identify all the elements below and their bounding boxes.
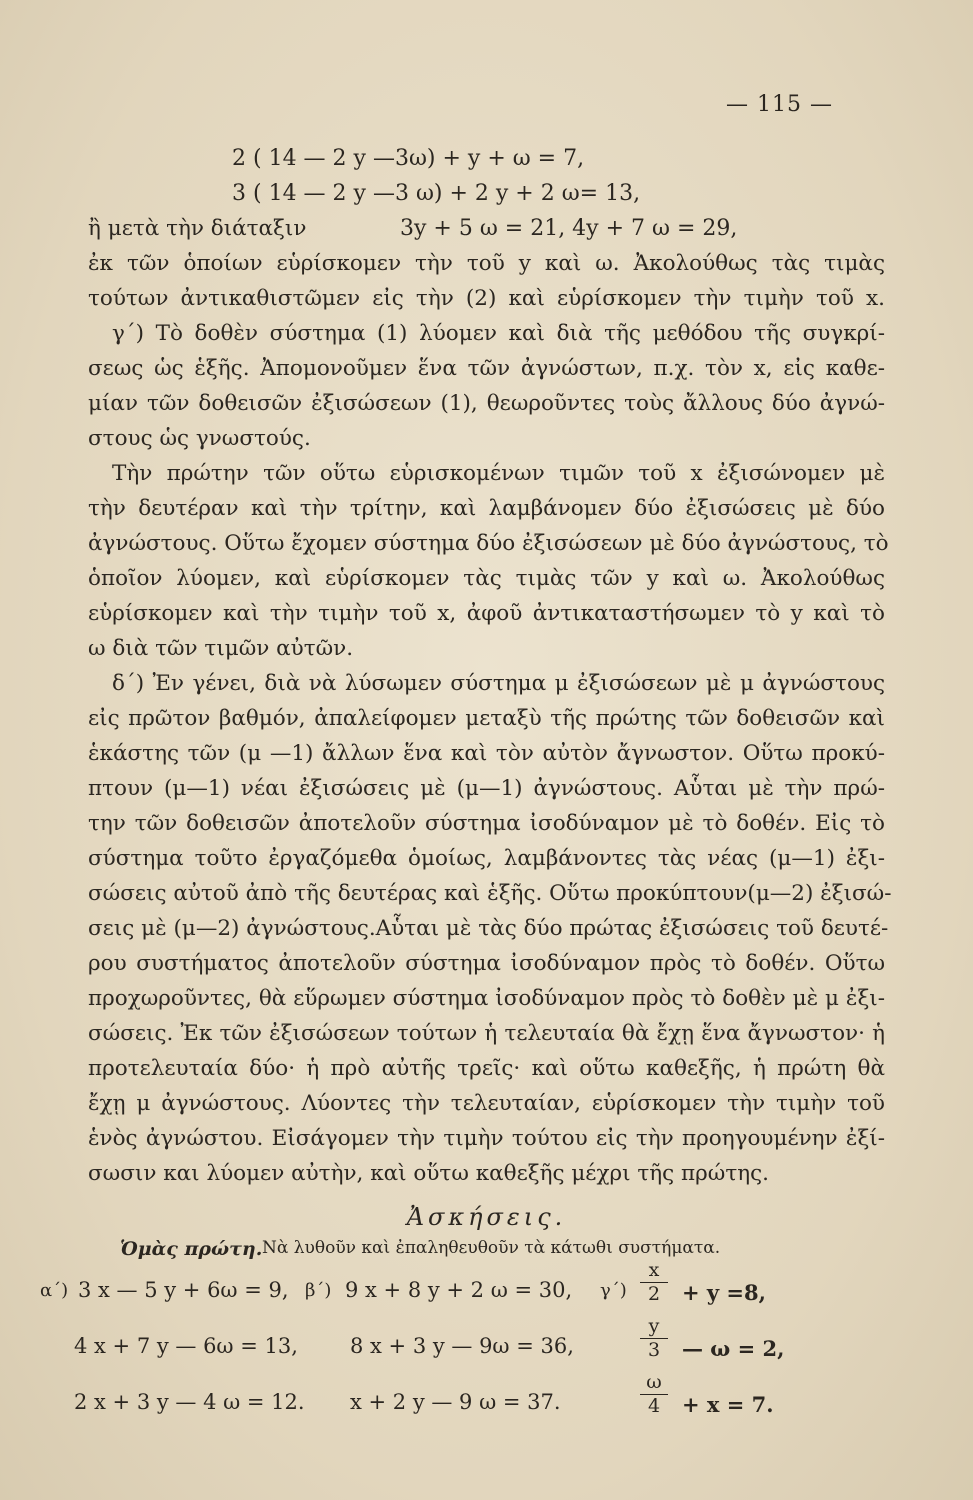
- text-line: ρου συστήματος ἀποτελοῦν σύστημα ἰσοδύναμον πρὸς τὸ δοθέν. Οὕτω: [88, 951, 885, 976]
- exercise-b-eq3: x + 2 y — 9 ω = 37.: [350, 1390, 561, 1414]
- text-line: προτελευταία δύο· ἡ πρὸ αὐτῆς τρεῖς· καὶ οὕτω καθεξῆς, ἡ πρώτη θὰ: [88, 1056, 885, 1081]
- exercise-c-eq1-rest: + y =8,: [682, 1280, 766, 1305]
- text-line: σεως ὡς ἑξῆς. Ἀπομονοῦμεν ἕνα τῶν ἀγνώστων, π.χ. τὸν x, εἰς καθε-: [88, 356, 885, 381]
- text-line: ω διὰ τῶν τιμῶν αὐτῶν.: [88, 636, 354, 661]
- exercise-a-eq3: 2 x + 3 y — 4 ω = 12.: [74, 1390, 305, 1414]
- exercise-c-fraction-3: [640, 1372, 668, 1417]
- text-line: μίαν τῶν δοθεισῶν ἐξισώσεων (1), θεωροῦντες τοὺς ἄλλους δύο ἀγνώ-: [88, 391, 885, 416]
- exercise-instruction: Νὰ λυθοῦν καὶ ἐπαληθευθοῦν τὰ κάτωθι συστήματα.: [262, 1238, 721, 1258]
- text-line: σώσεις αὐτοῦ ἀπὸ τῆς δευτέρας καὶ ἑξῆς. Οὕτω προκύπτουν(μ—2) ἐξισώ-: [88, 881, 892, 906]
- text-line: τούτων ἀντικαθιστῶμεν εἰς τὴν (2) καὶ εὑρίσκομεν τὴν τιμὴν τοῦ x.: [88, 286, 885, 311]
- text-line: στους ὡς γνωστούς.: [88, 426, 311, 451]
- text-line: ἀγνώστους. Οὕτω ἔχομεν σύστημα δύο ἐξισώσεων μὲ δύο ἀγνώστους, τὸ: [88, 531, 889, 556]
- exercise-a-label: α΄): [40, 1280, 69, 1301]
- text-line: εὑρίσκομεν καὶ τὴν τιμὴν τοῦ x, ἀφοῦ ἀντικαταστήσωμεν τὸ y καὶ τὸ: [88, 601, 885, 626]
- equation-line: 2 ( 14 — 2 y —3ω) + y + ω = 7,: [232, 146, 585, 171]
- fraction-denominator: 4: [647, 1394, 661, 1417]
- exercise-c-eq2-rest: — ω = 2,: [682, 1336, 785, 1361]
- text-line: ἑνὸς ἀγνώστου. Εἰσάγομεν τὴν τιμὴν τούτου εἰς τὴν προηγουμένην ἐξί-: [88, 1126, 885, 1151]
- exercise-c-fraction-1: [640, 1260, 668, 1305]
- text-line: πτουν (μ—1) νέαι ἐξισώσεις μὲ (μ—1) ἀγνώστους. Αὗται μὲ τὴν πρώ-: [88, 776, 885, 801]
- text-line: Τὴν πρώτην τῶν οὕτω εὑρισκομένων τιμῶν τοῦ x ἐξισώνομεν μὲ: [112, 461, 885, 486]
- fraction-numerator: ω: [646, 1371, 662, 1393]
- text-line: γ΄) Τὸ δοθὲν σύστημα (1) λύομεν καὶ διὰ τῆς μεθόδου τῆς συγκρί-: [112, 321, 885, 346]
- text-line: ἔχῃ μ ἀγνώστους. Λύοντες τὴν τελευταίαν, εὑρίσκομεν τὴν τιμὴν τοῦ: [88, 1091, 885, 1116]
- text-line: σώσεις. Ἐκ τῶν ἐξισώσεων τούτων ἡ τελευταία θὰ ἔχῃ ἕνα ἄγνωστον· ἡ: [88, 1021, 885, 1046]
- fraction-denominator: 3: [647, 1338, 661, 1361]
- exercises-heading: Ἀσκήσεις.: [406, 1203, 567, 1231]
- text-line: δ΄) Ἐν γένει, διὰ νὰ λύσωμεν σύστημα μ ἐξισώσεων μὲ μ ἀγνώστους: [112, 671, 885, 696]
- fraction-denominator: 2: [647, 1282, 661, 1305]
- text-line: προχωροῦντες, θὰ εὕρωμεν σύστημα ἰσοδύναμον πρὸς τὸ δοθὲν μὲ μ ἐξι-: [88, 986, 885, 1011]
- exercise-c-fraction-2: [640, 1316, 668, 1361]
- text-line: σωσιν και λύομεν αὐτὴν, καὶ οὕτω καθεξῆς μέχρι τῆς πρώτης.: [88, 1161, 769, 1186]
- text-line: ἐκ τῶν ὁποίων εὑρίσκομεν τὴν τοῦ y καὶ ω. Ἀκολούθως τὰς τιμὰς: [88, 251, 885, 276]
- group-label: Ὁμὰς πρώτη.: [120, 1238, 263, 1260]
- exercise-b-eq1: 9 x + 8 y + 2 ω = 30,: [345, 1278, 573, 1302]
- fraction-numerator: y: [648, 1315, 660, 1337]
- equation-line: 3y + 5 ω = 21, 4y + 7 ω = 29,: [400, 216, 738, 241]
- text-line: ἢ μετὰ τὴν διάταξιν: [88, 216, 307, 241]
- equation-line: 3 ( 14 — 2 y —3 ω) + 2 y + 2 ω= 13,: [232, 181, 641, 206]
- text-line: την τῶν δοθεισῶν ἀποτελοῦν σύστημα ἰσοδύναμον μὲ τὸ δοθέν. Εἰς τὸ: [88, 811, 885, 836]
- exercise-b-eq2: 8 x + 3 y — 9ω = 36,: [350, 1334, 574, 1358]
- exercise-a-eq2: 4 x + 7 y — 6ω = 13,: [74, 1334, 298, 1358]
- text-line: σύστημα τοῦτο ἐργαζόμεθα ὁμοίως, λαμβάνοντες τὰς νέας (μ—1) ἐξι-: [88, 846, 885, 871]
- text-line: τὴν δευτέραν καὶ τὴν τρίτην, καὶ λαμβάνομεν δύο ἐξισώσεις μὲ δύο: [88, 496, 885, 521]
- exercise-b-label: β΄): [305, 1280, 332, 1301]
- page-number: — 115 —: [726, 92, 833, 117]
- text-line: ὁποῖον λύομεν, καὶ εὑρίσκομεν τὰς τιμὰς τῶν y καὶ ω. Ἀκολούθως: [88, 566, 885, 591]
- text-line: σεις μὲ (μ—2) ἀγνώστους.Αὗται μὲ τὰς δύο πρώτας ἐξισώσεις τοῦ δευτέ-: [88, 916, 889, 941]
- fraction-numerator: x: [648, 1259, 660, 1281]
- exercise-c-eq3-rest: + x = 7.: [682, 1392, 774, 1417]
- exercise-c-label: γ΄): [600, 1280, 627, 1301]
- exercise-a-eq1: 3 x — 5 y + 6ω = 9,: [78, 1278, 289, 1302]
- text-line: εἰς πρῶτον βαθμόν, ἀπαλείφομεν μεταξὺ τῆς πρώτης τῶν δοθεισῶν καὶ: [88, 706, 885, 731]
- text-line: ἑκάστης τῶν (μ —1) ἄλλων ἕνα καὶ τὸν αὐτὸν ἄγνωστον. Οὕτω προκύ-: [88, 741, 885, 766]
